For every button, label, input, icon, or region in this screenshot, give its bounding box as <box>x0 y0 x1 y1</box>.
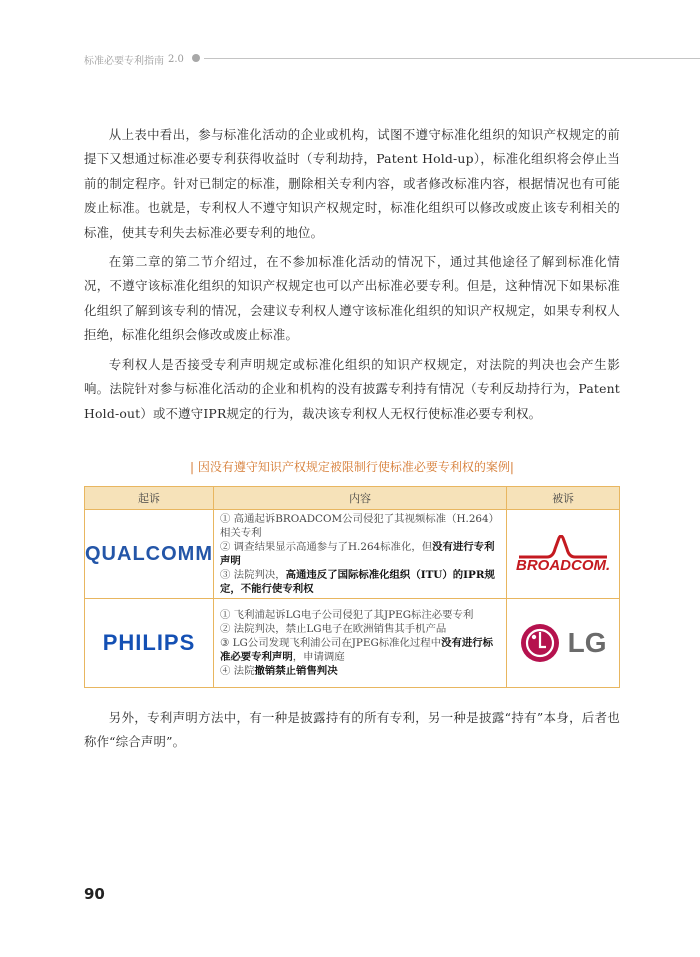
header-plaintiff: 起诉 <box>85 487 214 510</box>
lg-face-icon <box>520 623 560 663</box>
running-head <box>84 52 184 66</box>
header-defendant: 被诉 <box>507 487 620 510</box>
case-item: ① 飞利浦起诉LG电子公司侵犯了其JPEG标注必要专利 <box>219 609 474 621</box>
defendant-cell <box>507 599 620 688</box>
content-cell <box>213 510 506 599</box>
table-caption: | 因没有遵守知识产权规定被限制行使标准必要专利权的案例| <box>190 460 514 474</box>
lg-logo <box>507 623 619 663</box>
table-header-row <box>85 487 620 510</box>
defendant-cell <box>507 510 620 599</box>
case-item: ③ 法院判决，高通违反了国际标准化组织（ITU）的IPR规定，不能行使专利权 <box>219 569 495 595</box>
table-row <box>85 599 620 688</box>
paragraph-3: 专利权人是否接受专利声明规定或标准化组织的知识产权规定，对法院的判决也会产生影响。法院针对参与标准化活动的企业和机构的没有披露专利持有情况（专利反劫持行为，Patent Hold-out）或不遵守IPR规定的行为，裁决该专利权人无权行使标准必要专利权。 <box>84 357 620 421</box>
case-item: ① 高通起诉BROADCOM公司侵犯了其视频标准（H.264）相关专利 <box>219 513 500 539</box>
header-content: 内容 <box>213 487 506 510</box>
table-row <box>85 510 620 599</box>
case-item: ④ 法院撤销禁止销售判决 <box>219 665 338 677</box>
header-dot <box>192 54 200 62</box>
case-item: ③ LG公司发现飞利浦公司在JPEG标准化过程中没有进行标准必要专利声明，申请调庭 <box>219 637 494 663</box>
paragraph-2: 在第二章的第二节介绍过，在不参加标准化活动的情况下，通过其他途径了解到标准化情况，不遵守该标准化组织的知识产权规定也可以产出标准必要专利。但是，这种情况下如果标准化组织了解到该专利的情况，会建议专利权人遵守该标准化组织的知识产权规定，如果专利权人拒绝，标准化组织会修改或废止标准。 <box>84 254 620 343</box>
lg-wordmark: LG <box>567 627 607 658</box>
philips-logo: PHILIPS <box>102 630 196 655</box>
qualcomm-logo: QUALCOMM <box>85 542 213 565</box>
paragraph-4: 另外，专利声明方法中，有一种是披露持有的所有专利，另一种是披露“持有”本身，后者也称作“综合声明”。 <box>84 710 620 750</box>
plaintiff-cell <box>85 510 214 599</box>
broadcom-logo <box>507 535 619 574</box>
content-cell <box>213 599 506 688</box>
page-number: 90 <box>84 885 105 903</box>
plaintiff-cell <box>85 599 214 688</box>
case-item: ② 调查结果显示高通参与了H.264标准化，但没有进行专利声明 <box>219 541 495 567</box>
book-title: 标准必要专利指南 <box>84 55 164 67</box>
cases-table <box>84 486 620 688</box>
paragraph-1: 从上表中看出，参与标准化活动的企业或机构，试图不遵守标准化组织的知识产权规定的前提下又想通过标准必要专利获得收益时（专利劫持，Patent Hold-up），标准化组织将会停止当前的制定程序。针对已制定的标准，删除相关专利内容，或者修改标准内容，根据情况也有可能废止标准。也就是，专利权人不遵守知识产权规定时，标准化组织可以修改或废止该专利相关的标准，使其专利失去标准必要专利的地位。 <box>84 127 620 240</box>
book-version: 2.0 <box>168 53 184 65</box>
case-item: ② 法院判决，禁止LG电子在欧洲销售其手机产品 <box>219 623 447 635</box>
broadcom-wordmark: BROADCOM. <box>515 556 611 574</box>
header-rule <box>204 58 700 59</box>
